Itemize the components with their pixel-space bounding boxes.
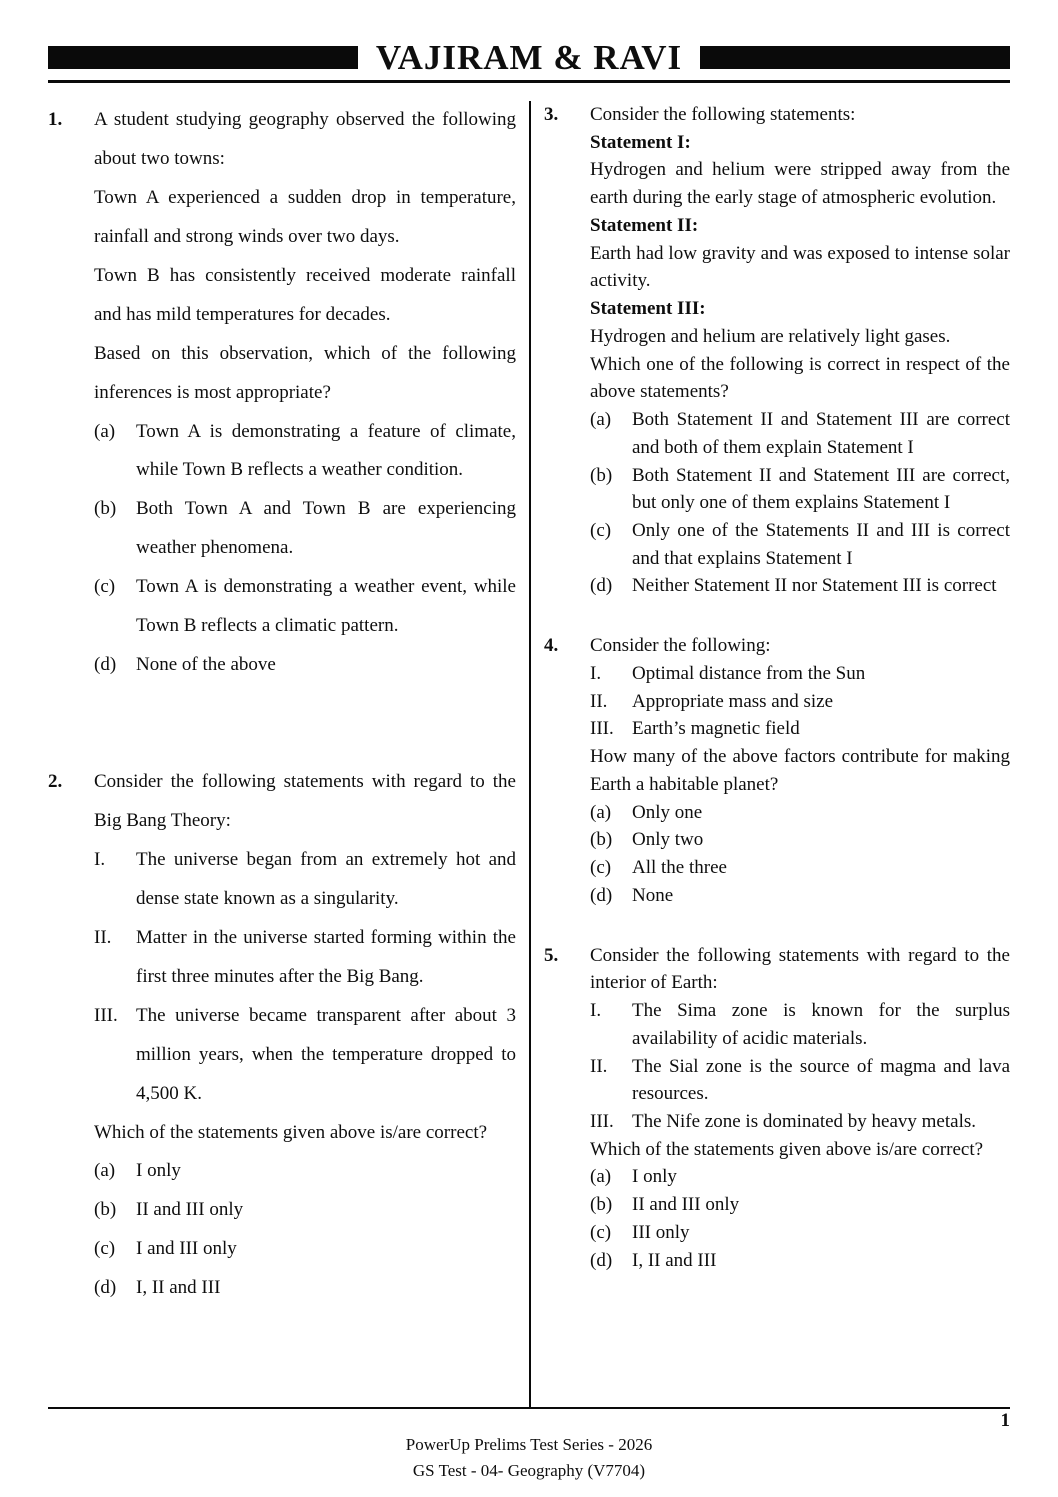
statement-item	[590, 1053, 1010, 1108]
question-number: 5.	[544, 944, 559, 966]
answer-option	[590, 1219, 1010, 1247]
page-number: 1	[1000, 1410, 1010, 1432]
answer-option	[590, 826, 1010, 854]
option-label: (b)	[94, 498, 117, 520]
statement-text: Matter in the universe started forming within the first three minutes after the Big Bang.	[136, 926, 516, 987]
option-label: (d)	[94, 654, 117, 676]
statement-text: Appropriate mass and size	[632, 690, 834, 712]
statement-numeral: II.	[590, 1055, 608, 1077]
question-1	[48, 101, 516, 685]
question-text: Town A experienced a sudden drop in temperature, rainfall and strong winds over two days.	[94, 186, 516, 247]
question-body	[590, 942, 1010, 1275]
option-label: (b)	[590, 829, 613, 851]
option-label: (c)	[94, 1238, 116, 1260]
answer-option	[590, 882, 1010, 910]
header-bar-left	[48, 46, 358, 69]
question-text: Which of the statements given above is/are correct?	[94, 1121, 488, 1143]
option-text: None	[632, 884, 674, 906]
option-label: (b)	[590, 1194, 613, 1216]
option-text: None of the above	[136, 654, 276, 676]
answer-option	[590, 854, 1010, 882]
option-label: (a)	[94, 420, 116, 442]
statement-item	[590, 997, 1010, 1052]
question-number: 4.	[544, 635, 559, 657]
statement-numeral: I.	[590, 1000, 602, 1022]
question-body	[590, 101, 1010, 600]
option-label: (a)	[590, 801, 612, 823]
statement-item	[94, 841, 516, 919]
statement-label: Statement III:	[590, 298, 706, 320]
option-label: (d)	[590, 1249, 613, 1271]
question-text: Which of the statements given above is/are correct?	[590, 1138, 984, 1160]
statement-label: Statement I:	[590, 131, 691, 153]
question-columns	[48, 101, 1010, 1407]
option-text: Neither Statement II nor Statement III is correct	[632, 575, 997, 597]
option-text: Only one	[632, 801, 703, 823]
question-2	[48, 763, 516, 1308]
option-text: III only	[632, 1221, 690, 1243]
statement-numeral: III.	[590, 718, 614, 740]
option-text: I, II and III	[136, 1277, 221, 1299]
question-text: Town B has consistently received moderate rainfall and has mild temperatures for decades.	[94, 264, 516, 325]
question-text: A student studying geography observed the following about two towns:	[94, 109, 516, 169]
right-column	[529, 101, 1010, 1407]
statement-text: The Nife zone is dominated by heavy metals.	[632, 1110, 977, 1132]
option-label: (c)	[590, 857, 612, 879]
question-text: Hydrogen and helium are relatively light gases.	[590, 325, 951, 347]
statement-numeral: II.	[94, 926, 112, 948]
statement-text: Optimal distance from the Sun	[632, 662, 866, 684]
option-label: (d)	[590, 575, 613, 597]
option-text: Both Statement II and Statement III are correct, but only one of them explains Statement I	[632, 464, 1010, 514]
option-text: Town A is demonstrating a feature of climate, while Town B reflects a weather condition.	[136, 420, 516, 481]
option-label: (b)	[94, 1199, 117, 1221]
answer-option	[590, 406, 1010, 461]
answer-option	[94, 1152, 516, 1191]
question-body	[94, 101, 516, 685]
statement-numeral: I.	[94, 848, 106, 870]
answer-option	[590, 1163, 1010, 1191]
option-label: (a)	[590, 1166, 612, 1188]
statement-item	[94, 919, 516, 997]
answer-option	[590, 1191, 1010, 1219]
question-3	[544, 101, 1010, 600]
option-text: All the three	[632, 857, 727, 879]
answer-option	[590, 572, 1010, 600]
statement-text: The Sima zone is known for the surplus availability of acidic materials.	[632, 1000, 1010, 1049]
statement-item	[590, 688, 1010, 716]
option-text: I, II and III	[632, 1249, 717, 1271]
answer-option	[94, 413, 516, 491]
option-text: Both Town A and Town B are experiencing weather phenomena.	[136, 498, 516, 559]
option-text: Both Statement II and Statement III are correct and both of them explain Statement I	[632, 409, 1010, 458]
option-text: II and III only	[632, 1194, 740, 1216]
answer-option	[590, 517, 1010, 572]
question-text: How many of the above factors contribute for making Earth a habitable planet?	[590, 746, 1010, 795]
header	[48, 40, 1010, 83]
option-label: (b)	[590, 464, 613, 486]
question-5	[544, 942, 1010, 1275]
answer-option	[94, 1191, 516, 1230]
statement-text: Earth’s magnetic field	[632, 718, 800, 740]
option-text: Only one of the Statements II and III is correct and that explains Statement I	[632, 520, 1010, 569]
footer-series-line: PowerUp Prelims Test Series - 2026	[405, 1435, 653, 1454]
option-text: I and III only	[136, 1238, 237, 1260]
answer-option	[94, 1269, 516, 1308]
statement-item	[590, 660, 1010, 688]
statement-label: Statement II:	[590, 214, 699, 236]
question-body	[94, 763, 516, 1308]
option-label: (a)	[94, 1160, 116, 1182]
question-text: Earth had low gravity and was exposed to intense solar activity.	[590, 242, 1010, 292]
footer-rule	[48, 1407, 1010, 1409]
answer-option	[94, 1230, 516, 1269]
answer-option	[590, 799, 1010, 827]
question-text: Hydrogen and helium were stripped away from the earth during the early stage of atmospheric evolution.	[590, 159, 1010, 209]
statement-numeral: III.	[590, 1110, 614, 1132]
question-text: Which one of the following is correct in respect of the above statements?	[590, 353, 1010, 403]
option-text: I only	[136, 1160, 181, 1182]
page-title: VAJIRAM & RAVI	[375, 38, 683, 77]
option-text: I only	[632, 1166, 677, 1188]
statement-item	[590, 1108, 1010, 1136]
option-text: Only two	[632, 829, 704, 851]
statement-numeral: I.	[590, 662, 602, 684]
statement-numeral: II.	[590, 690, 608, 712]
footer-test-line: GS Test - 04- Geography (V7704)	[412, 1460, 646, 1480]
question-text: Consider the following statements with regard to the Big Bang Theory:	[94, 771, 516, 831]
option-label: (d)	[590, 884, 613, 906]
question-4	[544, 632, 1010, 909]
statement-numeral: III.	[94, 1004, 118, 1026]
statement-text: The universe began from an extremely hot and dense state known as a singularity.	[136, 848, 516, 909]
statement-item	[94, 997, 516, 1114]
question-number: 2.	[48, 771, 63, 793]
answer-option	[94, 646, 516, 685]
answer-option	[590, 1247, 1010, 1275]
option-label: (c)	[590, 1221, 612, 1243]
option-label: (c)	[590, 520, 612, 542]
answer-option	[94, 568, 516, 646]
question-number: 1.	[48, 109, 63, 130]
question-text: Consider the following:	[590, 635, 771, 657]
statement-item	[590, 715, 1010, 743]
header-bar-right	[700, 46, 1010, 69]
answer-option	[590, 462, 1010, 517]
option-label: (d)	[94, 1277, 117, 1299]
footer	[48, 1407, 1010, 1483]
statement-text: The universe became transparent after about 3 million years, when the temperature dropped to 4,500 K.	[136, 1004, 516, 1104]
option-label: (a)	[590, 409, 612, 431]
question-number: 3.	[544, 104, 559, 125]
option-label: (c)	[94, 576, 116, 598]
option-text: Town A is demonstrating a weather event, while Town B reflects a climatic pattern.	[136, 576, 516, 637]
question-text: Consider the following statements:	[590, 104, 856, 125]
question-body	[590, 632, 1010, 909]
question-text: Consider the following statements with regard to the interior of Earth:	[590, 944, 1010, 994]
question-text: Based on this observation, which of the following inferences is most appropriate?	[94, 342, 516, 403]
statement-text: The Sial zone is the source of magma and lava resources.	[632, 1055, 1010, 1105]
option-text: II and III only	[136, 1199, 244, 1221]
answer-option	[94, 490, 516, 568]
left-column	[48, 101, 529, 1407]
